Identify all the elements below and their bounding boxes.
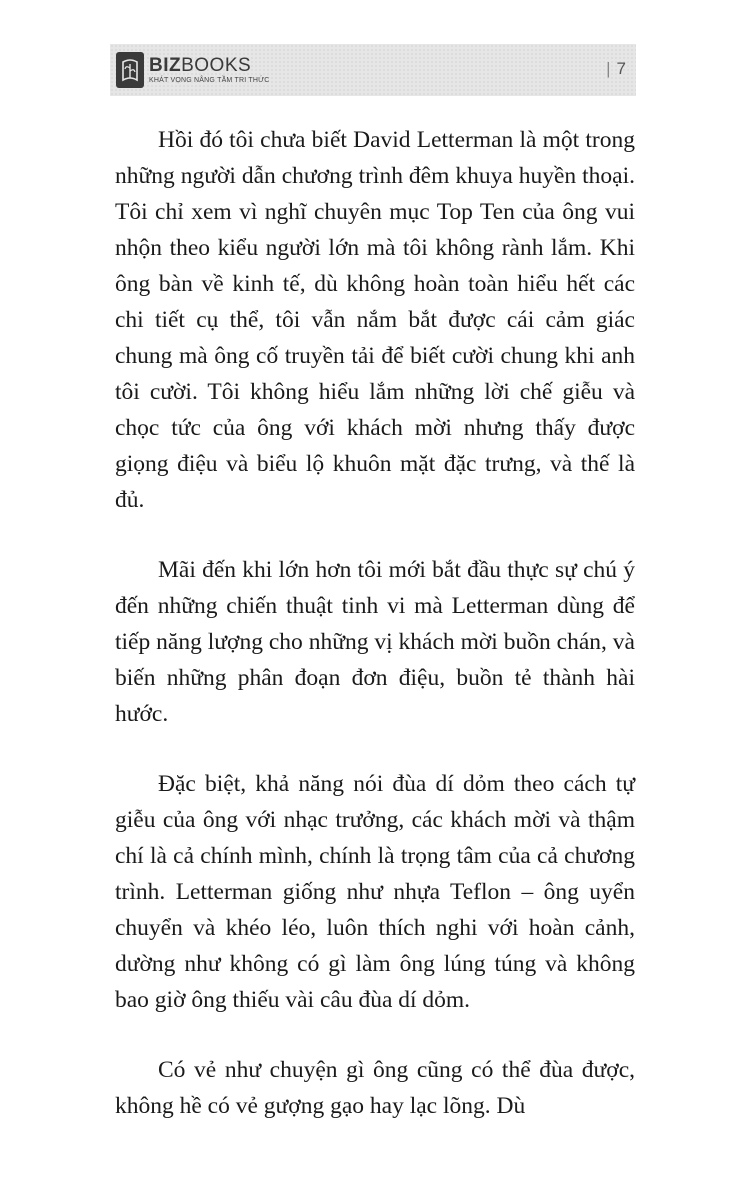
page-body xyxy=(115,122,635,1158)
paragraph: Có vẻ như chuyện gì ông cũng có thể đùa được, không hề có vẻ gượng gạo hay lạc lõng. Dù xyxy=(115,1057,635,1119)
paragraph: Mãi đến khi lớn hơn tôi mới bắt đầu thực sự chú ý đến những chiến thuật tinh vi mà Letterman dùng để tiếp năng lượng cho những vị khách mời buồn chán, và biến những phân đoạn đơn điệu, buồn tẻ thành hài hước. xyxy=(115,557,635,727)
page-number: 7 xyxy=(616,59,626,78)
brand-name xyxy=(149,56,270,76)
bizbooks-logo xyxy=(116,50,270,90)
brand-light: BOOKS xyxy=(181,54,252,76)
brand-bold: BIZ xyxy=(149,54,182,76)
page-header xyxy=(110,44,636,96)
page-separator: | xyxy=(606,59,611,78)
paragraph: Đặc biệt, khả năng nói đùa dí dỏm theo cách tự giễu của ông với nhạc trưởng, các khách mời và thậm chí là cả chính mình, chính là trọng tâm của cả chương trình. Letterman giống như nhựa Teflon – ông uyển chuyển và khéo léo, luôn thích nghi với hoàn cảnh, dường như không có gì làm ông lúng túng và không bao giờ ông thiếu vài câu đùa dí dỏm. xyxy=(115,771,635,1013)
book-tree-logo-icon xyxy=(116,52,144,88)
brand-tagline: KHÁT VỌNG NÂNG TẦM TRI THỨC xyxy=(149,76,270,84)
paragraph: Hồi đó tôi chưa biết David Letterman là một trong những người dẫn chương trình đêm khuya huyền thoại. Tôi chỉ xem vì nghĩ chuyên mục Top Ten của ông vui nhộn theo kiểu người lớn mà tôi không rành lắm. Khi ông bàn về kinh tế, dù không hoàn toàn hiểu hết các chi tiết cụ thể, tôi vẫn nắm bắt được cái cảm giác chung mà ông cố truyền tải để biết cười chung khi anh tôi cười. Tôi không hiểu lắm những lời chế giễu và chọc tức của ông với khách mời nhưng thấy được giọng điệu và biểu lộ khuôn mặt đặc trưng, và thế là đủ. xyxy=(115,127,635,513)
page-number-area xyxy=(606,58,626,80)
